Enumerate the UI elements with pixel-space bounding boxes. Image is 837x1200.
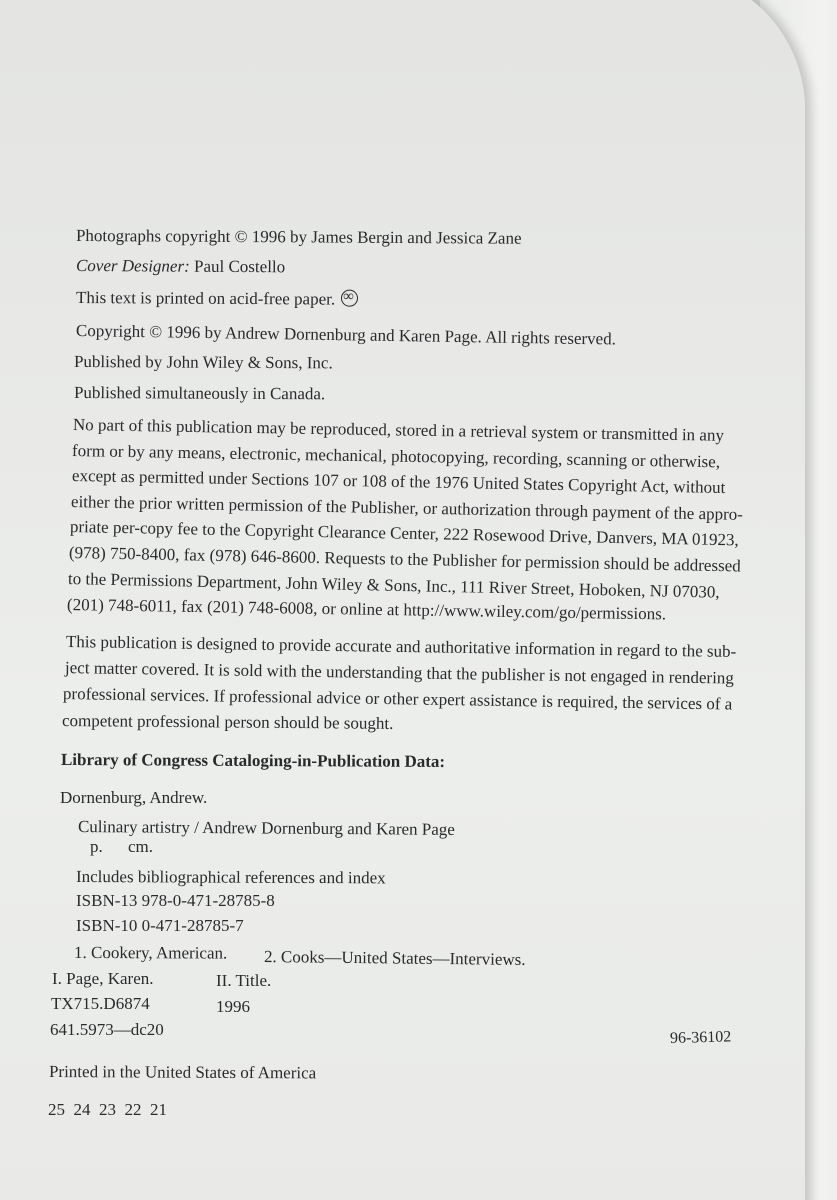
cip-pages: p. bbox=[90, 837, 103, 856]
acid-free-paper-icon bbox=[341, 290, 358, 307]
disclaimer-line: professional services. If professional advice or other expert assistance is required, the services of a bbox=[62, 684, 733, 714]
cip-heading: Library of Congress Cataloging-in-Publication Data: bbox=[60, 750, 446, 772]
acid-free-text: This text is printed on acid-free paper. bbox=[75, 288, 336, 309]
acid-free-line bbox=[76, 288, 358, 308]
cover-designer-line bbox=[76, 257, 285, 275]
rights-line: priate per-copy fee to the Copyright Clearance Center, 222 Rosewood Drive, Danvers, MA 01923, bbox=[69, 517, 739, 550]
cip-isbn13: ISBN-13 978-0-471-28785-8 bbox=[76, 891, 275, 910]
cip-year: 1996 bbox=[216, 997, 250, 1016]
publisher-line: Published by John Wiley & Sons, Inc. bbox=[73, 352, 333, 373]
cip-lccn: 96-36102 bbox=[669, 1028, 732, 1047]
rights-line: except as permitted under Sections 107 or 108 of the 1976 United States Copyright Act, without bbox=[71, 466, 726, 497]
rights-line: (978) 750-8400, fax (978) 646-8600. Requests to the Publisher for permission should be addressed bbox=[68, 543, 741, 576]
cip-added-entry-1: I. Page, Karen. bbox=[52, 969, 154, 988]
rights-line: to the Permissions Department, John Wiley & Sons, Inc., 111 River Street, Hoboken, NJ 07030, bbox=[67, 569, 720, 602]
disclaimer-line: This publication is designed to provide accurate and authoritative information in regard to the sub- bbox=[65, 632, 737, 661]
cip-includes: Includes bibliographical references and index bbox=[75, 867, 386, 888]
disclaimer-line: competent professional person should be sought. bbox=[61, 711, 394, 733]
cover-designer-name: Paul Costello bbox=[193, 256, 286, 277]
rights-line: either the prior written permission of the Publisher, or authorization through payment of the appro- bbox=[70, 492, 744, 524]
cip-subject-1: 1. Cookery, American. bbox=[73, 943, 228, 963]
rights-line: No part of this publication may be reproduced, stored in a retrieval system or transmitted in any bbox=[72, 415, 725, 445]
cip-author: Dornenburg, Andrew. bbox=[60, 788, 208, 807]
copyright-notice: Copyright © 1996 by Andrew Dornenburg and Karen Page. All rights reserved. bbox=[75, 321, 617, 349]
disclaimer-line: ject matter covered. It is sold with the understanding that the publisher is not engaged in rendering bbox=[64, 658, 735, 688]
photographs-credit: Photographs copyright © 1996 by James Bergin and Jessica Zane bbox=[75, 226, 522, 248]
canada-line: Published simultaneously in Canada. bbox=[73, 383, 326, 404]
cip-dewey: 641.5973—dc20 bbox=[50, 1020, 164, 1039]
printed-in-line: Printed in the United States of America bbox=[48, 1062, 317, 1083]
cip-added-entry-2: II. Title. bbox=[216, 971, 272, 990]
rights-line: (201) 748-6011, fax (201) 748-6008, or online at http://www.wiley.com/go/permissions. bbox=[66, 595, 667, 624]
rights-line: form or by any means, electronic, mechanical, photocopying, recording, scanning or otherwise, bbox=[71, 441, 721, 472]
cip-title: Culinary artistry / Andrew Dornenburg and Karen Page bbox=[77, 817, 455, 839]
cip-lc-class: TX715.D6874 bbox=[51, 994, 150, 1013]
cip-subject-2: 2. Cooks—United States—Interviews. bbox=[263, 947, 526, 969]
printing-number-line: 25 24 23 22 21 bbox=[48, 1100, 167, 1119]
cip-cm: cm. bbox=[128, 837, 154, 856]
cover-designer-label: Cover Designer: bbox=[75, 256, 190, 276]
cip-isbn10: ISBN-10 0-471-28785-7 bbox=[76, 916, 244, 935]
